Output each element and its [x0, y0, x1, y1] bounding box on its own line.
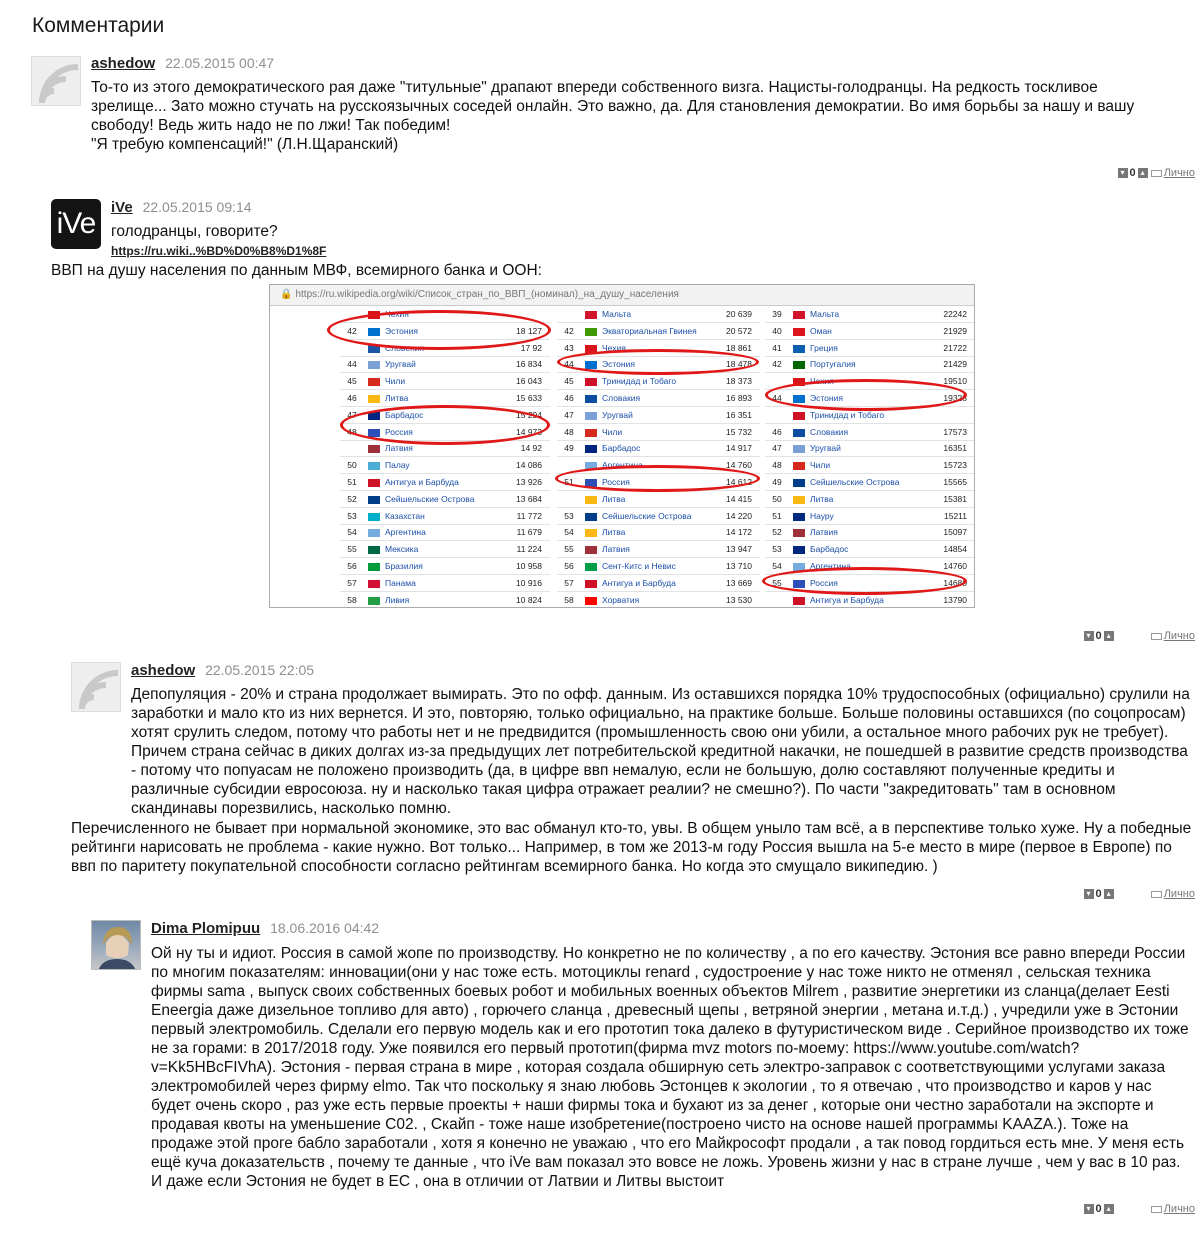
- flag-icon: [585, 580, 597, 588]
- gdp-value-cell: 13 926: [516, 477, 542, 487]
- country-link[interactable]: Эстония: [602, 359, 635, 370]
- rank-cell: 50: [347, 460, 357, 471]
- rank-cell: 48: [772, 460, 782, 471]
- highlight-ring: [765, 379, 967, 411]
- gdp-value-cell: 14 415: [726, 493, 752, 504]
- country-link[interactable]: Тринидад и Тобаго: [810, 409, 885, 420]
- rank-cell: 51: [772, 510, 782, 521]
- flag-icon: [585, 378, 597, 386]
- country-link[interactable]: Барбадос: [602, 443, 641, 454]
- flag-icon: [793, 361, 805, 369]
- flag-icon: [793, 462, 805, 470]
- gdp-value-cell: 14760: [943, 561, 967, 571]
- table-row: [340, 575, 550, 592]
- table-row: [340, 558, 550, 575]
- comment-actions: [1084, 888, 1195, 902]
- vote-down-button[interactable]: ▾: [1118, 168, 1128, 178]
- country-link[interactable]: Чили: [385, 376, 406, 387]
- country-link[interactable]: Антигуа и Барбуда: [385, 477, 459, 487]
- flag-icon: [585, 546, 597, 554]
- comment-body: [91, 78, 1171, 154]
- highlight-ring: [327, 310, 551, 350]
- flag-icon: [368, 361, 380, 369]
- country-link[interactable]: Оман: [810, 325, 832, 336]
- rank-cell: 55: [564, 544, 574, 555]
- comment-text: голодранцы, говорите?: [111, 223, 278, 240]
- rank-cell: 43: [564, 342, 574, 353]
- gdp-value-cell: 14 92: [520, 443, 542, 454]
- rank-cell: 49: [564, 443, 574, 454]
- flag-icon: [368, 513, 380, 521]
- browser-url-bar: [270, 285, 974, 306]
- country-link[interactable]: Мальта: [602, 309, 632, 319]
- country-link[interactable]: Латвия: [810, 527, 838, 538]
- comment-body: [151, 944, 1189, 1191]
- comment-paragraph: Ой ну ты и идиот. Россия в самой жопе по производству. Но конкретно не по количеству , а по его качеству. Эстония все равно впереди России по многим показателям: инновации(они у нас тоже есть. мотоциклы renard , судостроение у нас тоже никто не отменял , сельская техника фирмы sama , выпуск своих собственных боевых робот и мобильных военных объектов Milrem , развитие энергетики из сланца(делает Eesti Eneergia даже дизельное топливо для авто) , горючего сланца , древесный щепы , ветряной энергии , метана и.т.д.) , учредили уже в Эстонии первый электромобиль. Сделали его первую модель как и его прототип тока далеко в футуристическом виде . Серийное производство их тоже не за горами: в 2017/2018 году. Уже появился его первый прототип(фирма mvz motors по-моему: https://www.youtube.com/watch?v=Kk5HBcFIVhA). Эстония - первая страна в мире , которая создала обширную сеть электро-заправок с соответствующими услугами заказа электромобилей через фирму elmo. Так что поскольку я знаю любовь Эстонцев к экологии , то я отвечаю , что производство и каров у нас будет очень скоро , раз уже есть первые проекты + наши фирмы тока и бухают из за денег , которые они честно заработали на экспорте и продавая квоты на уменьшение C02. , Скайп - тоже наше изобретение(построено чисто на основе нашей программы KAAZA.). Тоже на продаже этой проге бабло заработали , хотя я конечно не уважаю , что его Майкрософт продали , а так повод гордиться есть мне. У меня есть ещё куча доказательств , почему те данные , что iVe вам показал это вовсе не ложь. Уровень жизни у нас в стране лучше , чем у вас в 10 раз. И даже если Эстония не будет в ЕС , она в отличии от Латвии и Литвы выстоит: [151, 945, 1189, 1190]
- table-row: [340, 508, 550, 525]
- table-row: [765, 541, 975, 558]
- gdp-value-cell: 11 772: [516, 510, 542, 521]
- country-link[interactable]: Словакия: [602, 393, 641, 403]
- envelope-icon: [1151, 1206, 1162, 1213]
- rank-cell: 49: [772, 477, 782, 487]
- gdp-value-cell: 18 478: [726, 359, 752, 370]
- country-link[interactable]: Сейшельские Острова: [602, 510, 692, 521]
- highlight-ring: [555, 465, 760, 492]
- rank-cell: 48: [347, 426, 357, 437]
- private-message-link[interactable]: Лично: [1163, 888, 1195, 901]
- table-row: [765, 424, 975, 441]
- country-link[interactable]: Бразилия: [385, 561, 423, 571]
- gdp-value-cell: 15 294: [516, 409, 542, 420]
- gdp-value-cell: 21722: [943, 342, 967, 353]
- country-link[interactable]: Литва: [602, 493, 626, 504]
- rank-cell: 47: [772, 443, 782, 454]
- comment-paragraph: Перечисленного не бывает при нормальной экономике, это вас обманул кто-то, увы. В общем уныло там всё, а в перспективе только хуже. Ну а победные рейтинги нарисовать не проблема - какие нужно. Вот только... Например, в том же 2013-м году Россия вышла на 5-е место в мире (первое в Европе) по ввп по паритету покупательной способности согласно рейтингам всемирного банка. Но когда это смущало википедию. ): [71, 820, 1192, 875]
- flag-icon: [368, 496, 380, 504]
- table-row: [557, 491, 760, 508]
- gdp-value-cell: 15 633: [516, 393, 542, 403]
- wiki-screenshot-image: [269, 284, 975, 608]
- gdp-value-cell: 19510: [943, 376, 967, 387]
- gdp-value-cell: 21929: [943, 325, 967, 336]
- gdp-value-cell: 15097: [943, 527, 967, 538]
- country-link[interactable]: Литва: [602, 527, 626, 538]
- gdp-value-cell: 13 530: [726, 594, 752, 605]
- url-text: https://ru.wikipedia.org/wiki/Список_стран_по_ВВП_(номинал)_на_душу_населения: [295, 289, 679, 300]
- country-link[interactable]: Эстония: [810, 393, 843, 403]
- gdp-value-cell: 11 679: [516, 527, 542, 538]
- gdp-value-cell: 13 684: [516, 493, 542, 504]
- country-link[interactable]: Россия: [602, 477, 630, 487]
- country-link[interactable]: Литва: [385, 393, 409, 403]
- envelope-icon: [1151, 891, 1162, 898]
- gdp-value-cell: 15723: [943, 460, 967, 471]
- gdp-value-cell: 21429: [943, 359, 967, 370]
- country-link[interactable]: Мексика: [385, 544, 419, 555]
- country-link[interactable]: Чехия: [810, 376, 834, 387]
- flag-icon: [585, 563, 597, 571]
- rss-avatar-icon[interactable]: [71, 662, 121, 712]
- flag-icon: [585, 395, 597, 403]
- comment-actions: [1084, 1203, 1195, 1217]
- country-link[interactable]: Греция: [810, 342, 838, 353]
- table-row: [765, 508, 975, 525]
- gdp-value-cell: 14 220: [726, 510, 752, 521]
- vote-up-button[interactable]: ▴: [1104, 1204, 1114, 1214]
- country-link[interactable]: Латвия: [385, 443, 413, 454]
- gdp-value-cell: 15 732: [726, 426, 752, 437]
- table-row: [340, 541, 550, 558]
- table-row: [765, 323, 975, 340]
- rank-cell: 44: [772, 393, 782, 403]
- rank-cell: 51: [347, 477, 357, 487]
- rank-cell: 50: [772, 493, 782, 504]
- flag-icon: [585, 445, 597, 453]
- rank-cell: 40: [772, 325, 782, 336]
- vote-up-button[interactable]: ▴: [1104, 889, 1114, 899]
- rank-cell: 57: [347, 577, 357, 588]
- envelope-icon: [1151, 170, 1162, 177]
- rank-cell: 41: [772, 342, 782, 353]
- gdp-value-cell: 15211: [943, 510, 967, 521]
- country-link[interactable]: Уругвай: [810, 443, 841, 454]
- rank-cell: 55: [347, 544, 357, 555]
- vote-count: 0: [1095, 1203, 1102, 1216]
- flag-icon: [793, 546, 805, 554]
- user-avatar[interactable]: [91, 920, 141, 970]
- gdp-value-cell: 16351: [943, 443, 967, 454]
- comments-heading: Комментарии: [32, 14, 165, 37]
- country-link[interactable]: Сейшельские Острова: [810, 477, 900, 487]
- gdp-value-cell: 18 127: [516, 325, 542, 336]
- rank-cell: 56: [347, 561, 357, 571]
- flag-icon: [368, 462, 380, 470]
- rank-cell: 54: [772, 561, 782, 571]
- rank-cell: 48: [564, 426, 574, 437]
- flag-icon: [368, 580, 380, 588]
- gdp-value-cell: 18 373: [726, 376, 752, 387]
- rank-cell: 44: [347, 359, 357, 370]
- flag-icon: [793, 328, 805, 336]
- private-message-link[interactable]: Лично: [1163, 1203, 1195, 1216]
- rank-cell: 47: [347, 409, 357, 420]
- flag-icon: [793, 597, 805, 605]
- rank-cell: 54: [347, 527, 357, 538]
- table-row: [557, 592, 760, 608]
- country-link[interactable]: Эстония: [385, 325, 418, 336]
- comment-author[interactable]: ashedow: [91, 55, 156, 72]
- flag-icon: [793, 529, 805, 537]
- vote-count: 0: [1095, 630, 1102, 643]
- gdp-value-cell: 20 572: [726, 325, 752, 336]
- gdp-value-cell: 14 612: [726, 477, 752, 487]
- country-link[interactable]: Барбадос: [385, 409, 424, 420]
- rank-cell: 47: [564, 409, 574, 420]
- country-link[interactable]: Ливия: [385, 594, 410, 605]
- vote-up-button[interactable]: ▴: [1104, 631, 1114, 641]
- gdp-value-cell: 16 351: [726, 409, 752, 420]
- flag-icon: [368, 546, 380, 554]
- gdp-value-cell: 13 710: [726, 561, 752, 571]
- country-link[interactable]: Аргентина: [385, 527, 426, 538]
- table-row: [557, 558, 760, 575]
- rank-cell: 46: [772, 426, 782, 437]
- flag-icon: [793, 429, 805, 437]
- highlight-ring: [762, 567, 967, 595]
- rank-cell: 55: [772, 577, 782, 588]
- table-row: [340, 524, 550, 541]
- gdp-value-cell: 19328: [943, 393, 967, 403]
- country-link[interactable]: Тринидад и Тобаго: [602, 376, 677, 387]
- flag-icon: [793, 345, 805, 353]
- wiki-link[interactable]: https://ru.wiki..%BD%D0%B8%D1%8F: [111, 244, 327, 258]
- flag-icon: [585, 496, 597, 504]
- gdp-value-cell: 14 973: [516, 426, 542, 437]
- flag-icon: [585, 412, 597, 420]
- comment-paragraph: Депопуляция - 20% и страна продолжает вымирать. Это по офф. данным. Из оставшихся порядка 10% трудоспособных (официально) срулили на заработки и мало кто из них вернется. И это, повторяю, только официально, на практике больше. Больше половины оставшихся (по соцопросам) хотят срулить следом, потому что работы нет и не предвидится (промышленность свою они убили, а остальное много рабочих рук не требует). Причем страна сейчас в диких долгах из-за предыдущих лет потребительской кредитной накачки, не пошедшей в развитие средств производства - потому что попуасам не положено производить (да, в цифре ввп немалую, если не большую, долю составляют полученные кредиты и различные субсидии евросоюза. ну и насколько такая цифра отражает реалии? не смешно?). По части "закредитовать" там в основном скандинавы порезвились, насколько помню.: [131, 686, 1190, 817]
- flag-icon: [793, 311, 805, 319]
- rank-cell: 39: [772, 309, 782, 319]
- flag-icon: [585, 429, 597, 437]
- gdp-value-cell: 22242: [943, 309, 967, 319]
- country-link[interactable]: Панама: [385, 577, 416, 588]
- country-link[interactable]: Чили: [810, 460, 831, 471]
- table-row: [557, 390, 760, 407]
- comment-author[interactable]: ashedow: [131, 662, 196, 679]
- vote-up-button[interactable]: ▴: [1138, 168, 1148, 178]
- table-row: [340, 592, 550, 608]
- flag-icon: [368, 529, 380, 537]
- rank-cell: 52: [347, 493, 357, 504]
- rank-cell: 46: [564, 393, 574, 403]
- table-row: [765, 440, 975, 457]
- country-link[interactable]: Науру: [810, 510, 834, 521]
- gdp-value-cell: 16 893: [726, 393, 752, 403]
- flag-icon: [585, 597, 597, 605]
- rank-cell: 58: [564, 594, 574, 605]
- comment-date: 22.05.2015 09:14: [142, 199, 252, 215]
- country-link[interactable]: Барбадос: [810, 544, 849, 555]
- gdp-value-cell: 10 916: [516, 577, 542, 588]
- country-link[interactable]: Чехия: [602, 342, 626, 353]
- flag-icon: [585, 529, 597, 537]
- flag-icon: [793, 479, 805, 487]
- table-row: [765, 491, 975, 508]
- vote-count: 0: [1129, 167, 1136, 180]
- gdp-value-cell: 13790: [943, 594, 967, 605]
- flag-icon: [585, 513, 597, 521]
- gdp-value-cell: 10 824: [516, 594, 542, 605]
- comment-author[interactable]: iVe: [111, 199, 133, 216]
- image-caption: ВВП на душу населения по данным МВФ, всемирного банка и ООН:: [51, 262, 542, 279]
- comment-author[interactable]: Dima Plomipuu: [151, 920, 261, 937]
- rank-cell: 42: [564, 325, 574, 336]
- comment-paragraph: "Я требую компенсаций!" (Л.Н.Щаранский): [91, 136, 399, 153]
- envelope-icon: [1151, 633, 1162, 640]
- rank-cell: 46: [347, 393, 357, 403]
- gdp-value-cell: 14680: [943, 577, 967, 588]
- country-link[interactable]: Словакия: [810, 426, 849, 437]
- table-row: [340, 491, 550, 508]
- gdp-value-cell: 15381: [943, 493, 967, 504]
- comment-date: 18.06.2016 04:42: [270, 920, 380, 936]
- user-avatar[interactable]: iVe: [51, 199, 101, 249]
- gdp-table-column: [340, 306, 550, 606]
- comment-date: 22.05.2015 22:05: [205, 662, 315, 678]
- gdp-value-cell: 11 224: [516, 544, 542, 555]
- rank-cell: 53: [564, 510, 574, 521]
- table-row: [557, 407, 760, 424]
- vote-count: 0: [1095, 888, 1102, 901]
- table-row: [340, 356, 550, 373]
- country-link[interactable]: Антигуа и Барбуда: [602, 577, 676, 588]
- table-row: [557, 306, 760, 323]
- flag-icon: [368, 479, 380, 487]
- flag-icon: [793, 513, 805, 521]
- country-link[interactable]: Сент-Китс и Невис: [602, 561, 676, 571]
- rank-cell: 57: [564, 577, 574, 588]
- rank-cell: 53: [772, 544, 782, 555]
- rank-cell: 54: [564, 527, 574, 538]
- table-row: [340, 474, 550, 491]
- comment-actions: [1084, 630, 1195, 644]
- gdp-value-cell: 14 086: [516, 460, 542, 471]
- country-link[interactable]: Россия: [385, 426, 413, 437]
- table-row: [340, 457, 550, 474]
- country-link[interactable]: Литва: [810, 493, 834, 504]
- country-link[interactable]: Уругвай: [385, 359, 416, 370]
- rank-cell: 42: [347, 325, 357, 336]
- country-link[interactable]: Палау: [385, 460, 410, 471]
- vote-down-button[interactable]: ▾: [1084, 631, 1094, 641]
- country-link[interactable]: Экваториальная Гвинея: [602, 325, 697, 336]
- comment-date: 22.05.2015 00:47: [165, 55, 275, 71]
- highlight-ring: [340, 405, 550, 445]
- rank-cell: 42: [772, 359, 782, 370]
- gdp-value-cell: 14854: [943, 544, 967, 555]
- gdp-value-cell: 17 92: [520, 342, 542, 353]
- flag-icon: [368, 563, 380, 571]
- rank-cell: 45: [347, 376, 357, 387]
- flag-icon: [793, 496, 805, 504]
- highlight-ring: [557, 349, 759, 375]
- comment-body-continued: [71, 819, 1195, 876]
- country-link[interactable]: Аргентина: [810, 561, 851, 571]
- table-row: [765, 306, 975, 323]
- vote-down-button[interactable]: ▾: [1084, 1204, 1094, 1214]
- flag-icon: [368, 597, 380, 605]
- vote-down-button[interactable]: ▾: [1084, 889, 1094, 899]
- gdp-value-cell: 13 947: [726, 544, 752, 555]
- table-row: [557, 524, 760, 541]
- country-link[interactable]: Антигуа и Барбуда: [810, 594, 884, 605]
- country-link[interactable]: Казахстан: [385, 510, 425, 521]
- country-link[interactable]: Сейшельские Острова: [385, 493, 475, 504]
- country-link[interactable]: Хорватия: [602, 594, 640, 605]
- table-row: [557, 373, 760, 390]
- private-message-link[interactable]: Лично: [1163, 630, 1195, 643]
- table-row: [765, 524, 975, 541]
- gdp-value-cell: 16 043: [516, 376, 542, 387]
- country-link[interactable]: Аргентина: [602, 460, 643, 471]
- table-row: [765, 356, 975, 373]
- country-link[interactable]: Словения: [385, 342, 425, 353]
- country-link[interactable]: Уругвай: [602, 409, 633, 420]
- flag-icon: [585, 328, 597, 336]
- comment-body: [131, 685, 1195, 818]
- table-row: [557, 508, 760, 525]
- country-link[interactable]: Чехия: [385, 309, 409, 319]
- flag-icon: [793, 445, 805, 453]
- flag-icon: [368, 378, 380, 386]
- rank-cell: 56: [564, 561, 574, 571]
- rank-cell: 58: [347, 594, 357, 605]
- gdp-value-cell: 13 669: [726, 577, 752, 588]
- table-row: [557, 323, 760, 340]
- gdp-value-cell: 15565: [943, 477, 967, 487]
- table-row: [340, 373, 550, 390]
- country-link[interactable]: Португалия: [810, 359, 856, 370]
- gdp-table-column: [765, 306, 975, 606]
- flag-icon: [793, 412, 805, 420]
- table-row: [557, 575, 760, 592]
- gdp-value-cell: 14 760: [726, 460, 752, 471]
- country-link[interactable]: Россия: [810, 577, 838, 588]
- rank-cell: 52: [772, 527, 782, 538]
- gdp-value-cell: 10 958: [516, 561, 542, 571]
- table-row: [765, 457, 975, 474]
- table-row: [557, 541, 760, 558]
- country-link[interactable]: Чили: [602, 426, 623, 437]
- rss-avatar-icon[interactable]: [31, 56, 81, 106]
- table-row: [765, 340, 975, 357]
- rank-cell: 45: [564, 376, 574, 387]
- comment-actions: [1118, 167, 1195, 181]
- rank-cell: 53: [347, 510, 357, 521]
- table-row: [557, 424, 760, 441]
- flag-icon: [368, 445, 380, 453]
- gdp-value-cell: 14 917: [726, 443, 752, 454]
- lock-icon: 🔒: [280, 289, 293, 300]
- rank-cell: 51: [564, 477, 574, 487]
- private-message-link[interactable]: Лично: [1163, 167, 1195, 180]
- comment-paragraph: То-то из этого демократического рая даже "титульные" драпают впереди собственного визга. Нацисты-голодранцы. На редкость тоскливое зрелище... Зато можно стучать на русскоязычных соседей онлайн. Это важно, да. Для становления демократии. Во имя борьбы за нашу и вашу свободу! Ведь жить надо не по лжи! Так победим!: [91, 79, 1135, 134]
- gdp-value-cell: 20 639: [726, 309, 752, 319]
- gdp-value-cell: 17573: [943, 426, 967, 437]
- country-link[interactable]: Мальта: [810, 309, 840, 319]
- table-row: [557, 440, 760, 457]
- rank-cell: 44: [564, 359, 574, 370]
- table-row: [765, 474, 975, 491]
- flag-icon: [585, 311, 597, 319]
- gdp-value-cell: 16 834: [516, 359, 542, 370]
- country-link[interactable]: Латвия: [602, 544, 630, 555]
- gdp-value-cell: 18 861: [726, 342, 752, 353]
- flag-icon: [368, 395, 380, 403]
- gdp-value-cell: 14 172: [726, 527, 752, 538]
